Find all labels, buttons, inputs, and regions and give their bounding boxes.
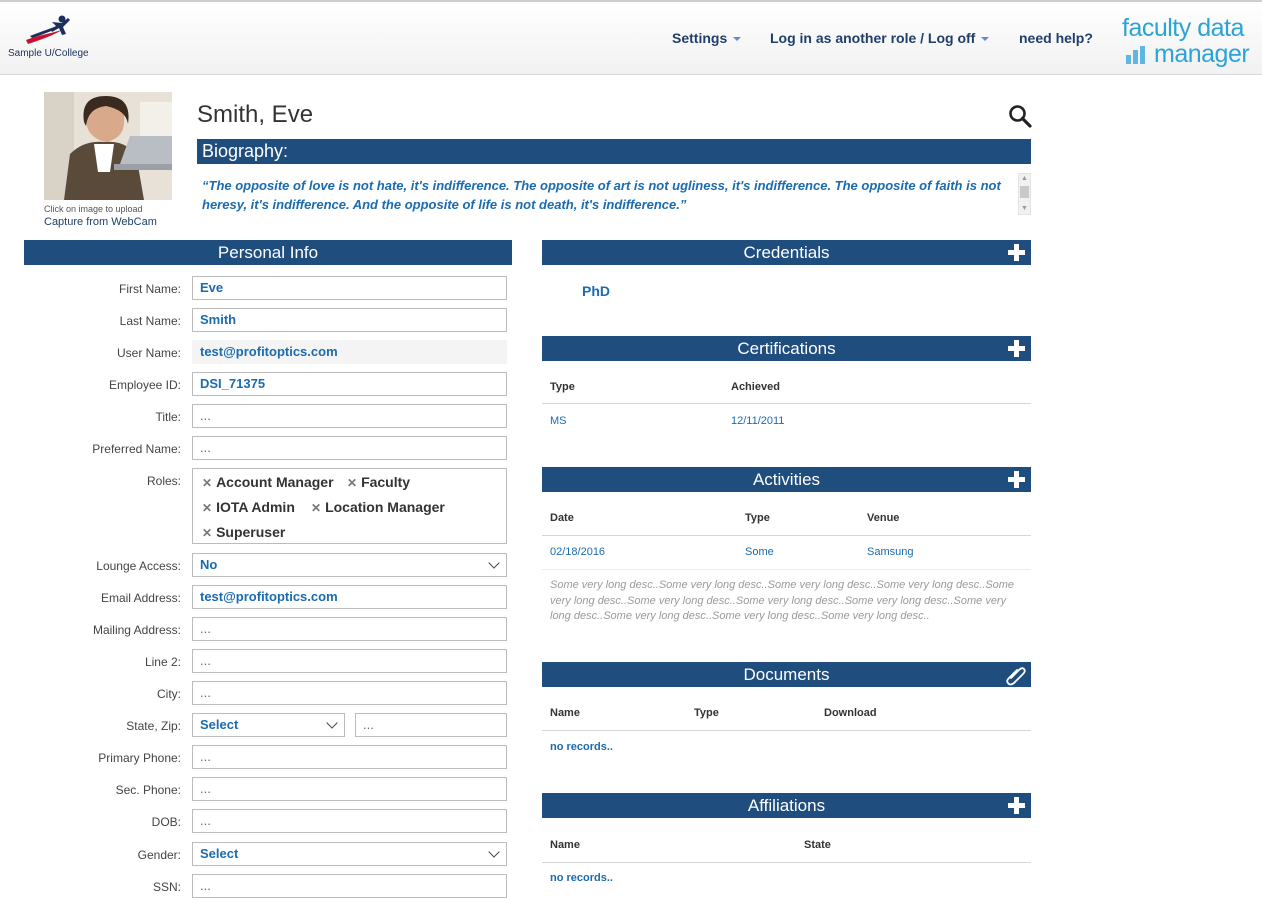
activity-header-divider bbox=[542, 535, 1031, 536]
logo-text: Sample U/College bbox=[8, 48, 89, 59]
email-input[interactable]: test@profitoptics.com bbox=[192, 585, 507, 609]
lounge-access-select[interactable] bbox=[192, 553, 507, 577]
ssn-input[interactable]: ... bbox=[192, 874, 507, 898]
preferred-name-input[interactable]: ... bbox=[192, 436, 507, 460]
dob-input[interactable]: ... bbox=[192, 809, 507, 833]
employee-id-input[interactable]: DSI_71375 bbox=[192, 372, 507, 396]
state-zip-label: State, Zip: bbox=[126, 719, 181, 733]
cert-col-achieved: Achieved bbox=[731, 381, 780, 393]
brand-line2: manager bbox=[1154, 40, 1250, 68]
role-logoff-menu[interactable] bbox=[770, 30, 989, 46]
add-credential-plus-icon[interactable] bbox=[1008, 244, 1025, 261]
mailing-address-label: Mailing Address: bbox=[92, 623, 181, 637]
cert-row-achieved[interactable]: 12/11/2011 bbox=[731, 415, 785, 427]
roles-label: Roles: bbox=[146, 474, 181, 488]
person-photo-icon bbox=[44, 92, 172, 200]
affiliations-header bbox=[542, 793, 1031, 818]
credentials-title: Credentials bbox=[743, 243, 830, 262]
city-input[interactable]: ... bbox=[192, 681, 507, 705]
first-name-input[interactable]: Eve bbox=[192, 276, 507, 300]
activity-row-date[interactable]: 02/18/2016 bbox=[550, 546, 606, 558]
role-tag bbox=[311, 499, 445, 515]
role-tag-label: Superuser bbox=[216, 524, 286, 540]
search-icon[interactable] bbox=[1008, 104, 1032, 128]
remove-tag-icon[interactable]: ✕ bbox=[347, 476, 358, 490]
scroll-down-icon[interactable]: ▼ bbox=[1021, 205, 1028, 212]
biography-header: Biography: bbox=[197, 139, 1031, 164]
biography-scrollbar[interactable] bbox=[1018, 173, 1031, 215]
scroll-thumb[interactable] bbox=[1020, 186, 1029, 198]
personal-info-header: Personal Info bbox=[24, 240, 512, 265]
role-logoff-label: Log in as another role / Log off bbox=[770, 30, 976, 46]
activity-col-type: Type bbox=[745, 512, 770, 524]
credentials-header bbox=[542, 240, 1031, 265]
last-name-label: Last Name: bbox=[119, 314, 181, 328]
role-tag-label: Location Manager bbox=[325, 499, 445, 515]
activity-row-divider bbox=[542, 569, 1031, 570]
lounge-access-value: No bbox=[200, 557, 218, 572]
runner-logo-icon bbox=[22, 14, 84, 46]
cert-row-type[interactable]: MS bbox=[550, 415, 567, 427]
role-tag-label: IOTA Admin bbox=[216, 499, 295, 515]
activities-header bbox=[542, 467, 1031, 492]
zip-input[interactable]: ... bbox=[355, 713, 507, 737]
credential-item[interactable]: PhD bbox=[582, 283, 610, 299]
add-affiliation-plus-icon[interactable] bbox=[1008, 797, 1025, 814]
affiliations-empty: no records.. bbox=[550, 872, 613, 884]
add-certification-plus-icon[interactable] bbox=[1008, 340, 1025, 357]
affil-col-state: State bbox=[804, 839, 831, 851]
mailing-address-input[interactable]: ... bbox=[192, 617, 507, 641]
state-select-value: Select bbox=[200, 717, 239, 732]
role-tag bbox=[347, 474, 410, 490]
role-tag bbox=[202, 524, 285, 540]
add-activity-plus-icon[interactable] bbox=[1008, 471, 1025, 488]
role-tag-label: Account Manager bbox=[216, 474, 334, 490]
ssn-label: SSN: bbox=[152, 880, 181, 894]
settings-menu-label: Settings bbox=[672, 30, 728, 46]
chevron-down-icon bbox=[326, 717, 337, 728]
brand-logo bbox=[1122, 16, 1262, 72]
settings-menu[interactable] bbox=[672, 30, 741, 46]
role-tag bbox=[202, 474, 334, 490]
title-label: Title: bbox=[155, 410, 181, 424]
caret-down-icon bbox=[981, 37, 989, 41]
gender-select-value: Select bbox=[200, 846, 239, 861]
user-name-field: test@profitoptics.com bbox=[192, 340, 507, 364]
capture-webcam-link[interactable]: Capture from WebCam bbox=[44, 216, 157, 228]
activity-col-venue: Venue bbox=[867, 512, 900, 524]
activity-row-venue[interactable]: Samsung bbox=[867, 546, 914, 558]
lounge-access-label: Lounge Access: bbox=[96, 559, 181, 573]
preferred-name-label: Preferred Name: bbox=[92, 442, 181, 456]
photo-upload-hint: Click on image to upload bbox=[44, 204, 143, 214]
sec-phone-label: Sec. Phone: bbox=[115, 783, 181, 797]
top-bar bbox=[0, 0, 1262, 75]
brand-line1: faculty data bbox=[1122, 14, 1244, 42]
documents-empty: no records.. bbox=[550, 741, 613, 753]
certifications-header bbox=[542, 336, 1031, 361]
user-name-label: User Name: bbox=[116, 346, 181, 360]
role-tag bbox=[202, 499, 295, 515]
remove-tag-icon[interactable]: ✕ bbox=[311, 501, 322, 515]
activity-description: Some very long desc..Some very long desc..Some very long desc..Some very long desc..Some very long desc..Some very long desc..Some very long desc..Some very long desc..Some very long desc..Some very long desc..Some very long desc..Some very long desc.. bbox=[550, 579, 1015, 622]
affil-header-divider bbox=[542, 862, 1031, 863]
doc-col-download: Download bbox=[824, 707, 877, 719]
documents-title: Documents bbox=[743, 665, 830, 684]
role-tag-label: Faculty bbox=[361, 474, 411, 490]
chevron-down-icon bbox=[488, 846, 499, 857]
caret-down-icon bbox=[733, 37, 741, 41]
sec-phone-input[interactable]: ... bbox=[192, 777, 507, 801]
doc-col-name: Name bbox=[550, 707, 580, 719]
activities-title: Activities bbox=[752, 470, 821, 489]
email-label: Email Address: bbox=[100, 591, 181, 605]
profile-photo[interactable] bbox=[44, 92, 172, 200]
city-label: City: bbox=[157, 687, 181, 701]
employee-id-label: Employee ID: bbox=[108, 378, 181, 392]
doc-header-divider bbox=[542, 730, 1031, 731]
biography-text: “The opposite of love is not hate, it's indifference. The opposite of art is not ugliness, it's indifference. The opposite of faith is not heresy, it's indifference. And the opposite of life is not death, it's indifference.” bbox=[202, 178, 1001, 212]
primary-phone-label: Primary Phone: bbox=[98, 751, 181, 765]
doc-col-type: Type bbox=[694, 707, 719, 719]
gender-select[interactable] bbox=[192, 842, 507, 866]
state-select[interactable] bbox=[192, 713, 345, 737]
remove-tag-icon[interactable]: ✕ bbox=[202, 526, 213, 540]
title-input[interactable]: ... bbox=[192, 404, 507, 428]
roles-multiselect[interactable] bbox=[192, 468, 507, 544]
help-link[interactable]: need help? bbox=[1019, 30, 1093, 46]
college-logo[interactable] bbox=[8, 14, 98, 64]
primary-phone-input[interactable]: ... bbox=[192, 745, 507, 769]
activity-row-type[interactable]: Some bbox=[745, 546, 774, 558]
remove-tag-icon[interactable]: ✕ bbox=[202, 501, 213, 515]
line2-label: Line 2: bbox=[144, 655, 181, 669]
last-name-input[interactable]: Smith bbox=[192, 308, 507, 332]
affil-col-name: Name bbox=[550, 839, 580, 851]
dob-label: DOB: bbox=[151, 815, 181, 829]
line2-input[interactable]: ... bbox=[192, 649, 507, 673]
documents-header bbox=[542, 662, 1031, 687]
scroll-up-icon[interactable]: ▲ bbox=[1021, 175, 1028, 182]
paperclip-icon[interactable] bbox=[1005, 664, 1027, 686]
first-name-label: First Name: bbox=[118, 282, 181, 296]
activity-col-date: Date bbox=[550, 512, 574, 524]
bar-chart-icon bbox=[1126, 46, 1150, 64]
gender-label: Gender: bbox=[137, 848, 181, 862]
cert-col-type: Type bbox=[550, 381, 575, 393]
remove-tag-icon[interactable]: ✕ bbox=[202, 476, 213, 490]
chevron-down-icon bbox=[488, 557, 499, 568]
page-title: Smith, Eve bbox=[197, 101, 314, 128]
cert-header-divider bbox=[542, 403, 1031, 404]
affiliations-title: Affiliations bbox=[747, 796, 826, 815]
certifications-title: Certifications bbox=[737, 339, 836, 358]
